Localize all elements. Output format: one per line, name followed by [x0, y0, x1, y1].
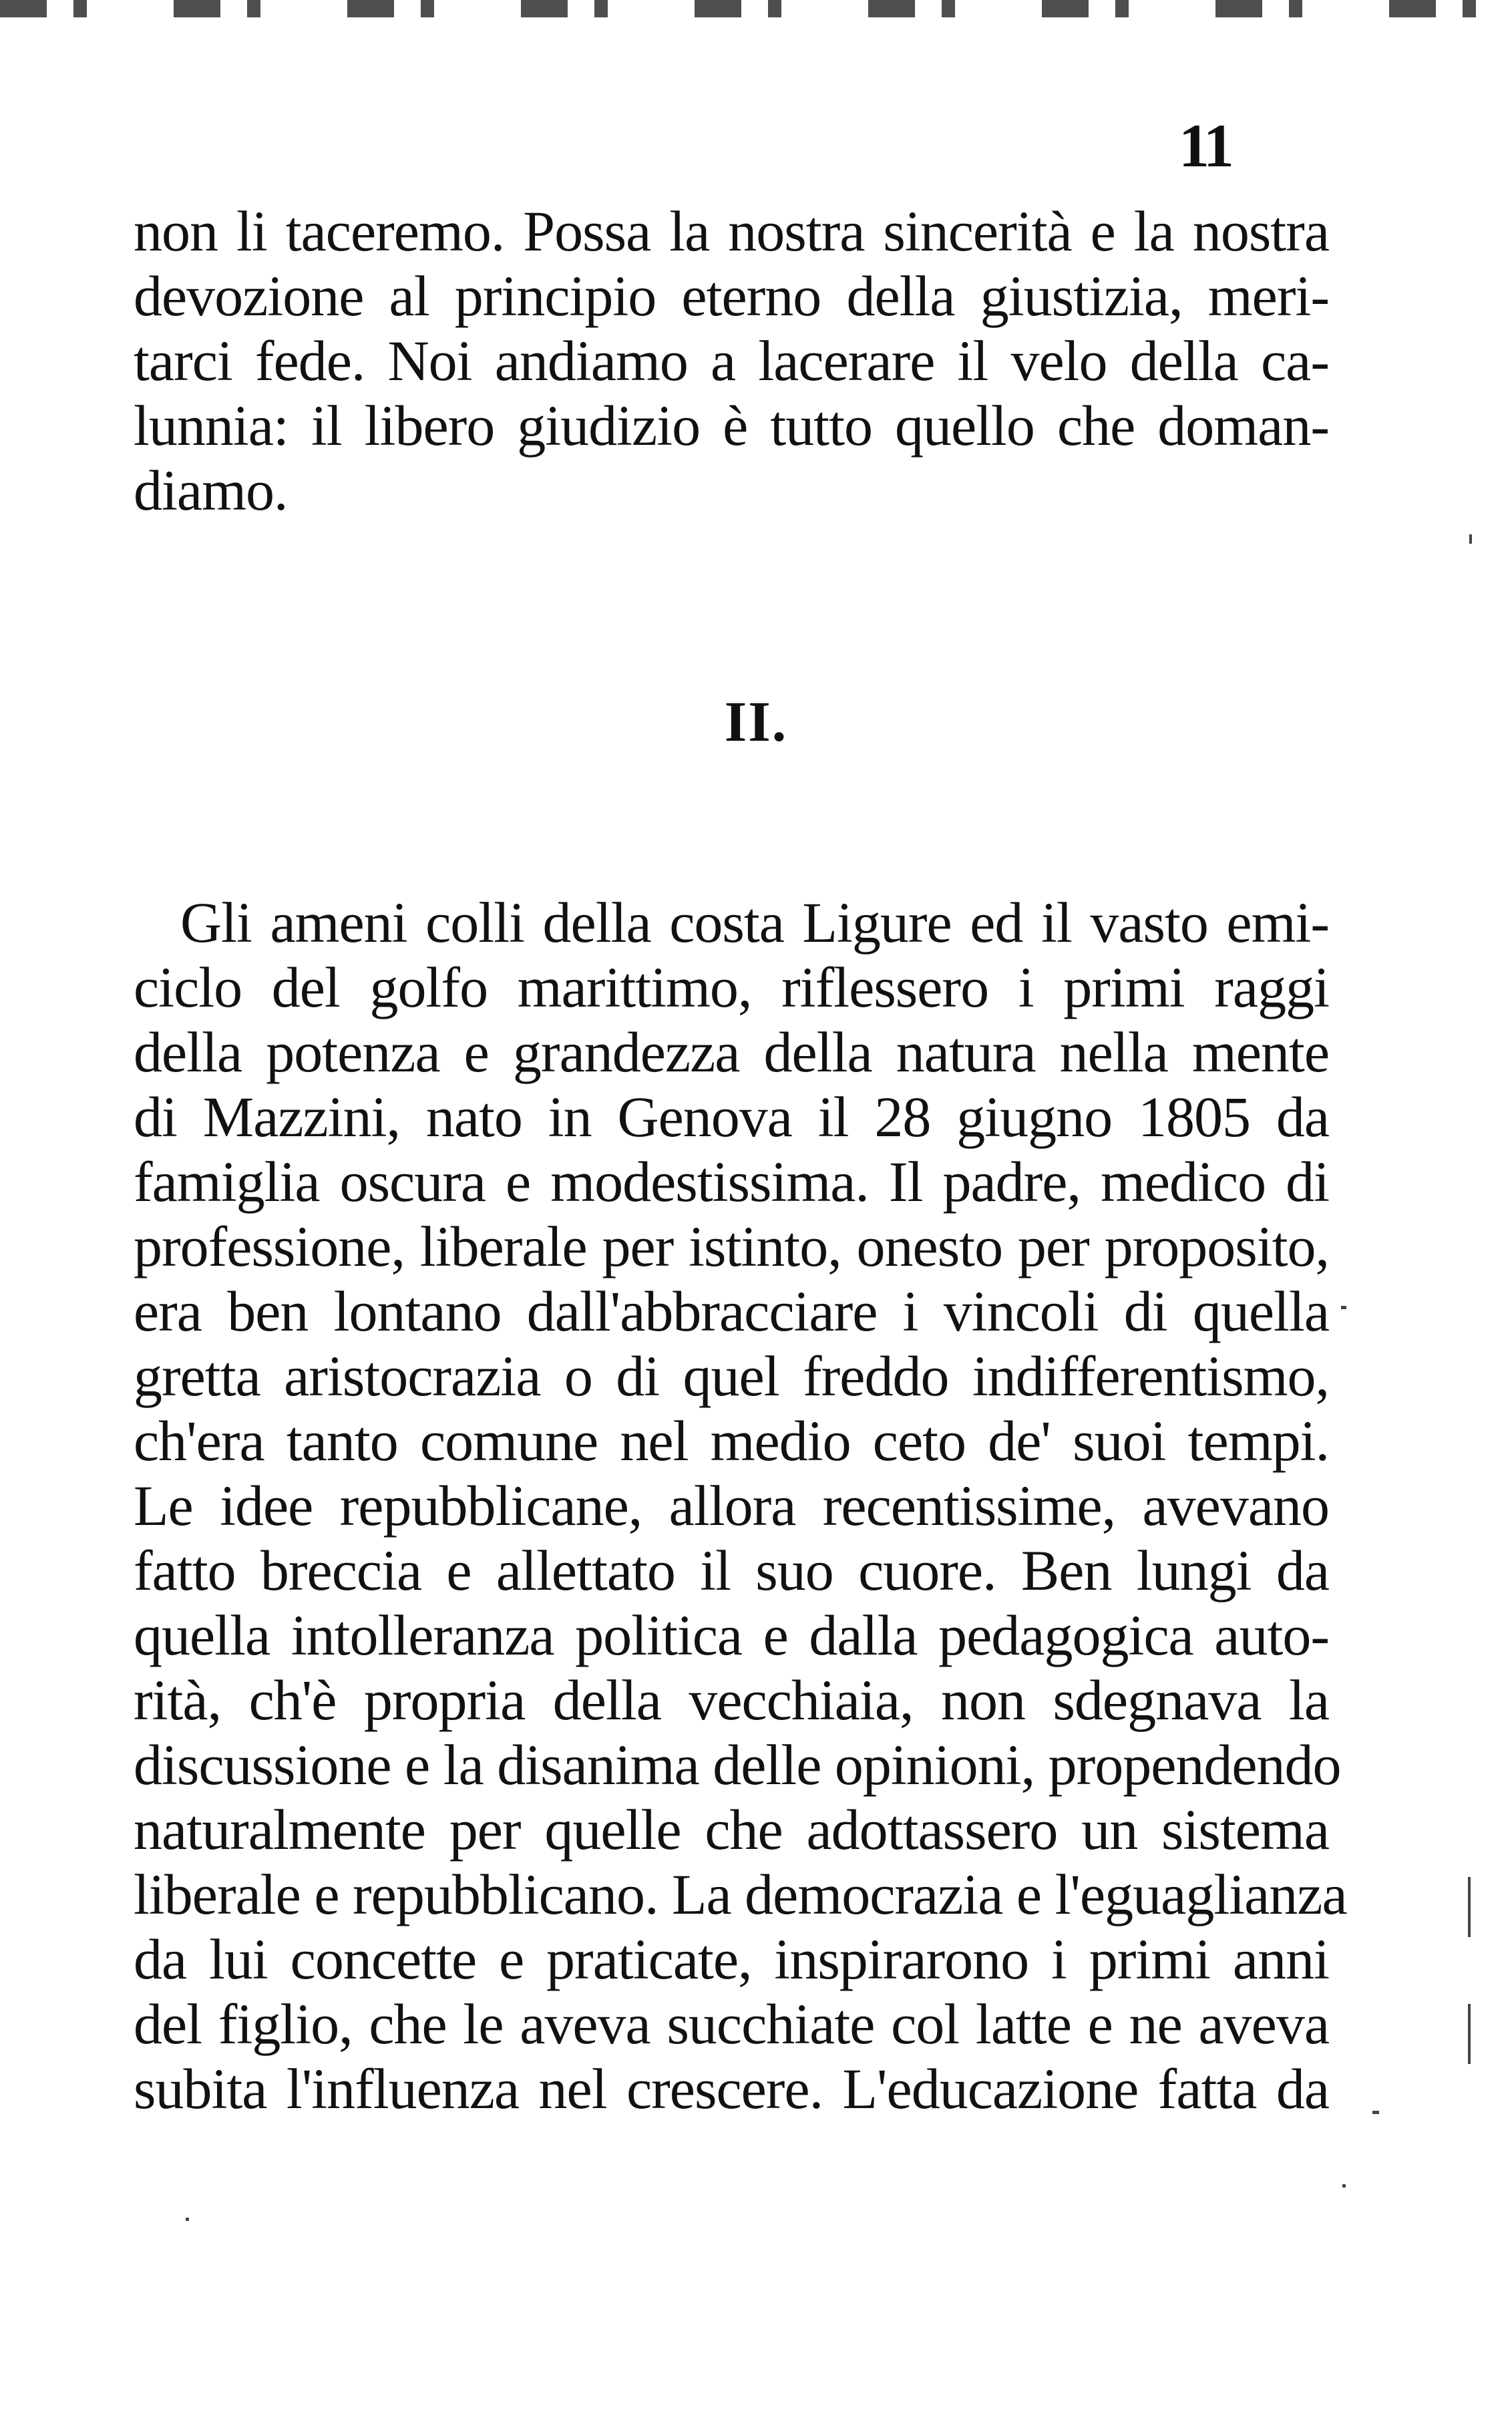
scan-speck [1372, 2111, 1379, 2114]
text-line: della potenza e grandezza della natura nella mente [134, 1020, 1329, 1084]
text-line: di Mazzini, nato in Genova il 28 giugno 1805 da [134, 1085, 1329, 1149]
text-line: lunnia: il libero giudizio è tutto quello che doman- [134, 393, 1329, 458]
text-line: non li taceremo. Possa la nostra sincerità e la nostra [134, 199, 1329, 263]
text-line: discussione e la disanima delle opinioni, propendendo [134, 1733, 1341, 1797]
text-line: era ben lontano dall'abbracciare i vincoli di quella [134, 1279, 1329, 1343]
scan-speck [186, 2218, 189, 2221]
text-line: ciclo del golfo marittimo, riflessero i primi raggi [134, 955, 1329, 1019]
scan-speck [1469, 534, 1472, 544]
text-line: famiglia oscura e modestissima. Il padre, medico di [134, 1150, 1329, 1214]
text-line: subita l'influenza nel crescere. L'educazione fatta da [134, 2057, 1329, 2121]
text-line: rità, ch'è propria della vecchiaia, non sdegnava la [134, 1668, 1329, 1732]
text-line: devozione al principio eterno della giustizia, meri- [134, 264, 1329, 328]
text-line: Le idee repubblicane, allora recentissime, avevano [134, 1474, 1329, 1538]
text-line: quella intolleranza politica e dalla pedagogica auto- [134, 1603, 1329, 1667]
paragraph-2 [134, 890, 1347, 2121]
text-line: Gli ameni colli della costa Ligure ed il vasto emi- [180, 890, 1329, 955]
text-line: tarci fede. Noi andiamo a lacerare il velo della ca- [134, 329, 1329, 393]
page-number: 11 [1179, 112, 1232, 180]
scan-top-edge [0, 0, 1512, 17]
scan-speck [1468, 2004, 1471, 2064]
text-line: professione, liberale per istinto, onesto per proposito, [134, 1214, 1329, 1278]
text-line: diamo. [134, 458, 288, 522]
scan-speck [1341, 1306, 1346, 1309]
text-line: liberale e repubblicano. La democrazia e l'eguaglianza [134, 1862, 1347, 1926]
paragraph-1 [134, 199, 1329, 523]
text-line: fatto breccia e allettato il suo cuore. Ben lungi da [134, 1538, 1329, 1602]
text-line: gretta aristocrazia o di quel freddo indifferentismo, [134, 1344, 1329, 1408]
text-line: da lui concette e praticate, inspirarono i primi anni [134, 1927, 1329, 1991]
scan-speck [1468, 1877, 1471, 1937]
text-line: naturalmente per quelle che adottassero un sistema [134, 1797, 1329, 1862]
text-line: ch'era tanto comune nel medio ceto de' suoi tempi. [134, 1409, 1329, 1473]
text-line: del figlio, che le aveva succhiate col latte e ne aveva [134, 1992, 1329, 2056]
section-heading: II. [724, 689, 788, 753]
scan-speck [1342, 2184, 1346, 2188]
